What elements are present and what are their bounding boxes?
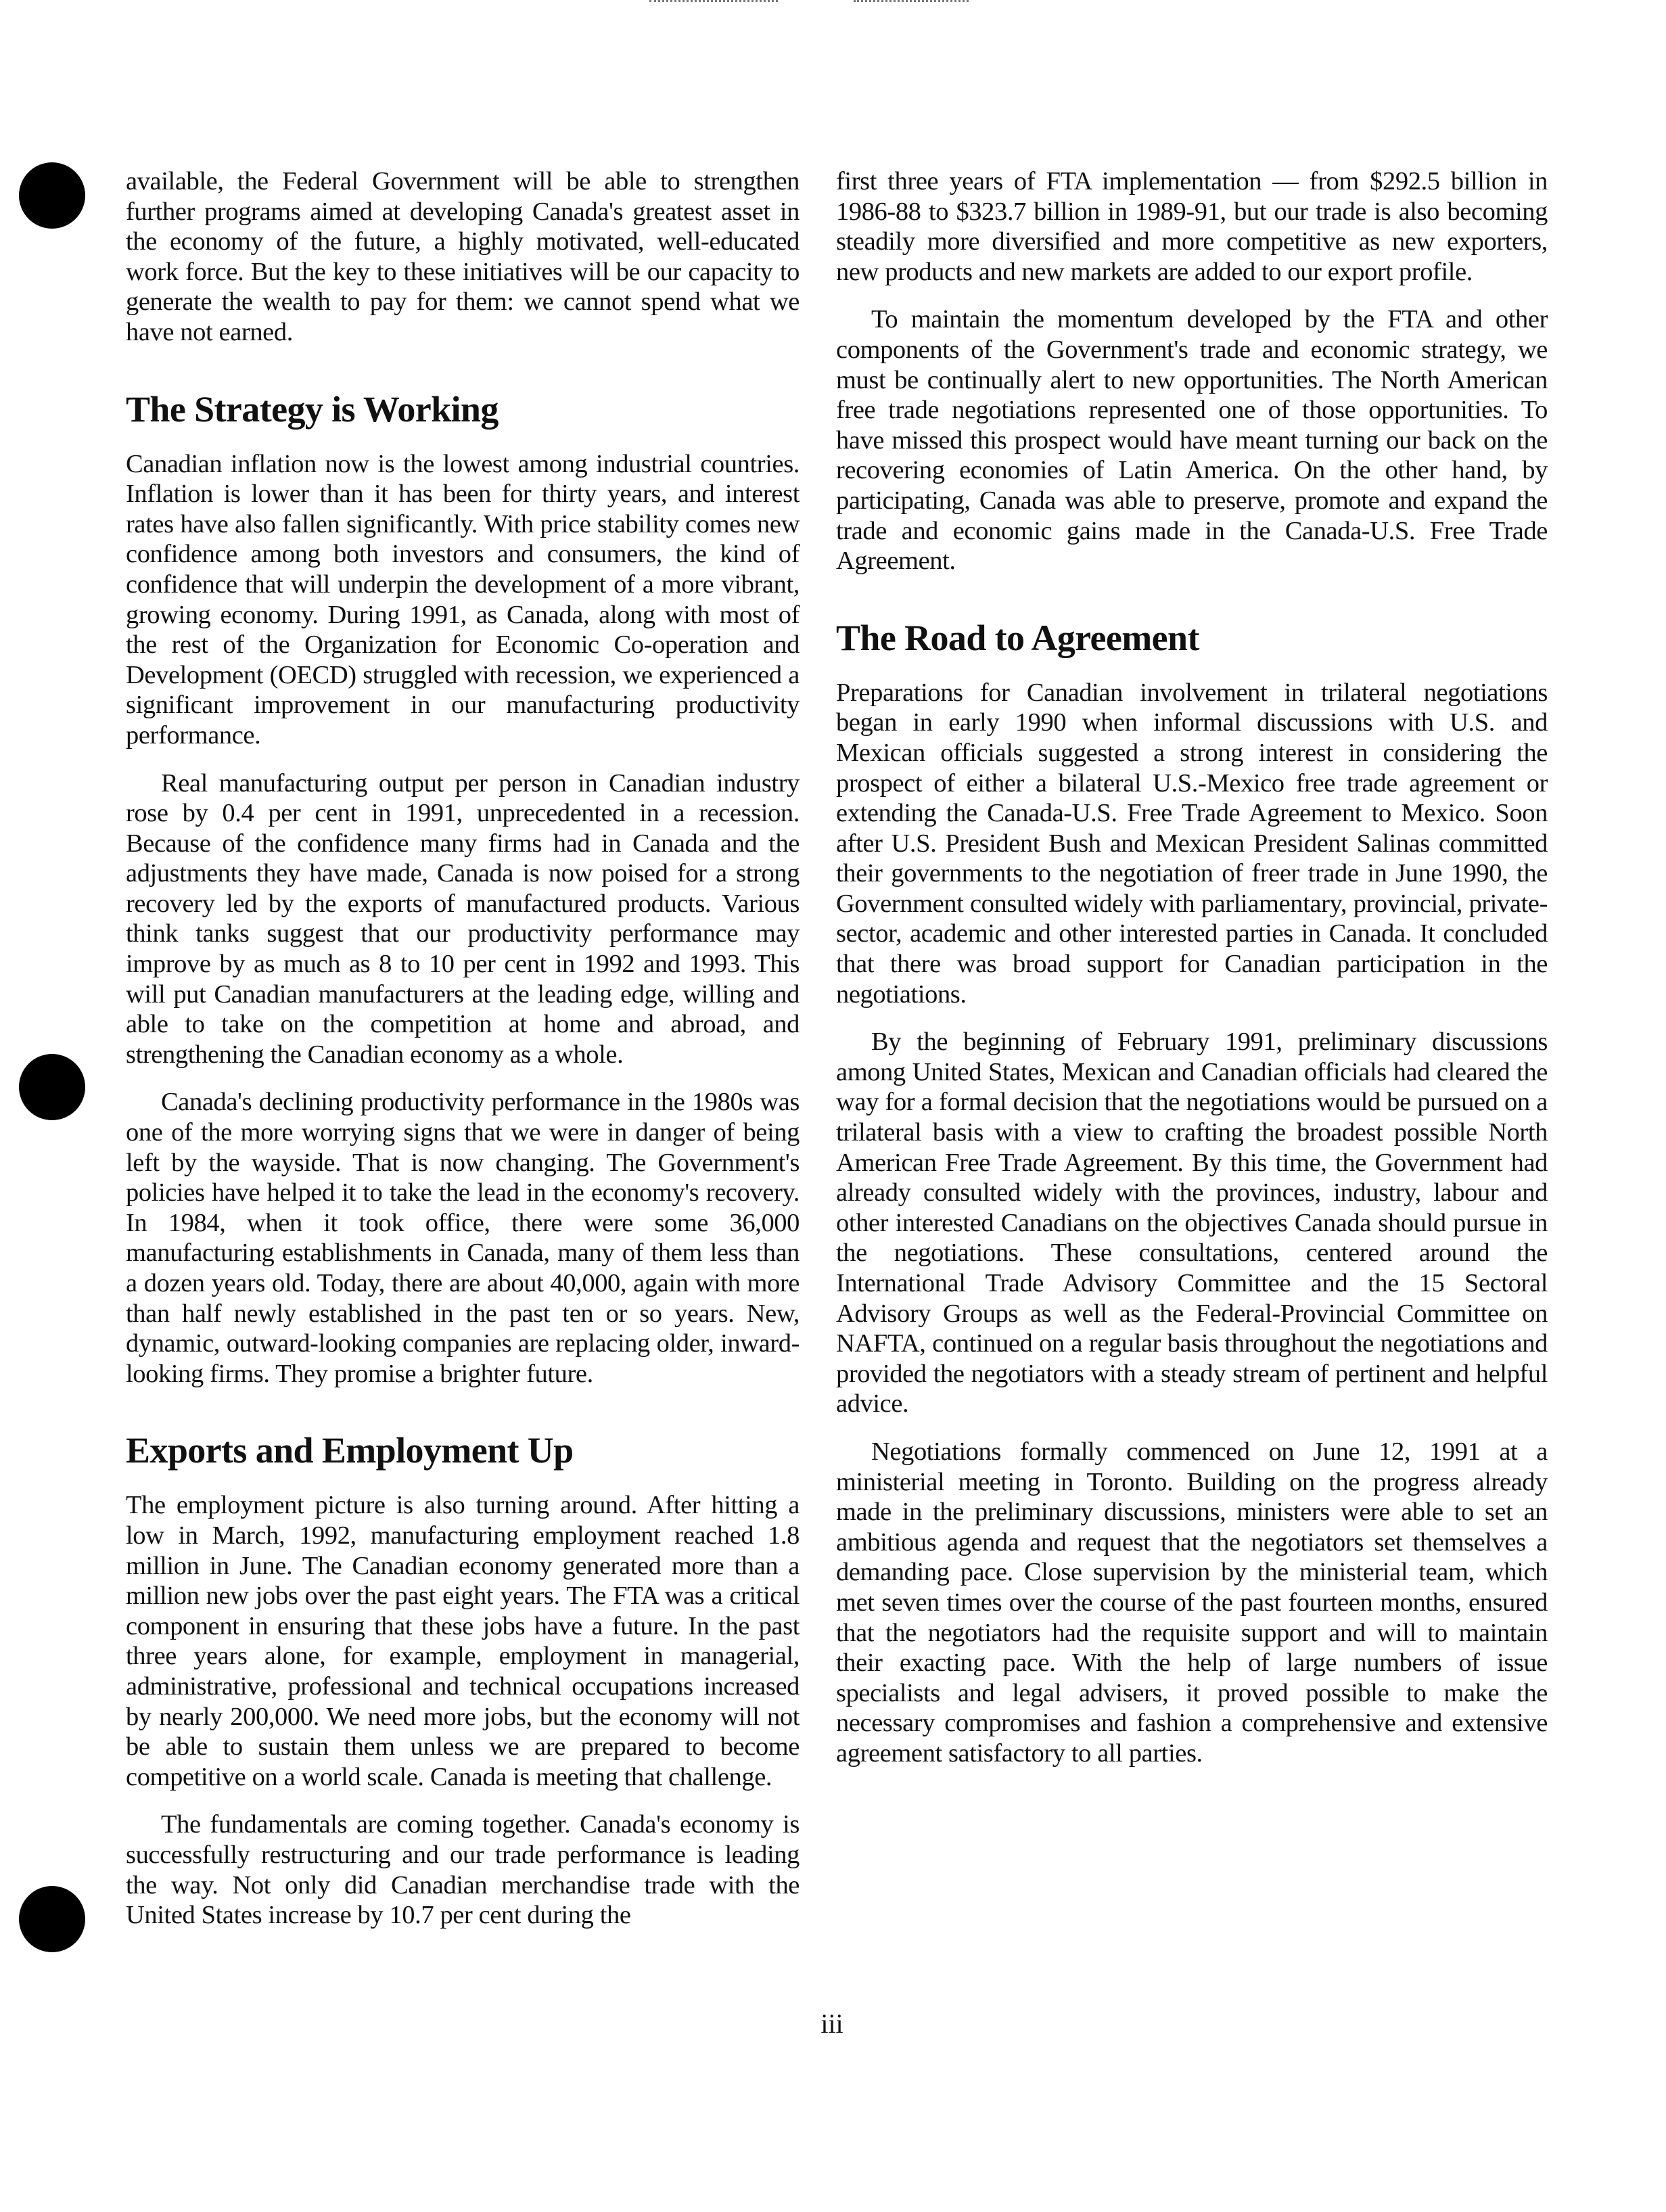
punch-hole-top: [19, 162, 85, 229]
body-paragraph: first three years of FTA implementation — from $292.5 billion in 1986-88 to $323.7 billion in 1989-91, but our trade is also becoming steadily more diversified and more competitive as new exporters, new products and new markets are added to our export profile.: [836, 167, 1548, 286]
left-column: [126, 166, 800, 1948]
section-heading: The Strategy is Working: [126, 388, 499, 430]
punch-hole-bottom: [19, 1886, 85, 1952]
right-column: [836, 166, 1548, 1787]
body-paragraph: To maintain the momentum developed by the FTA and other components of the Government's trade and economic strategy, we must be continually alert to new opportunities. The North American free trade negotiations represented one of those opportunities. To have missed this prospect would have meant turning our back on the recovering economies of Latin America. On the other hand, by participating, Canada was able to preserve, promote and expand the trade and economic gains made in the Canada-U.S. Free Trade Agreement.: [836, 305, 1548, 576]
scan-artifact-top-left: [649, 0, 778, 17]
body-paragraph: Negotiations formally commenced on June 12, 1991 at a ministerial meeting in Toronto. Building on the progress already made in the preliminary discussions, ministers were able to set an ambitious agenda and request that the negotiators set themselves a demanding pace. Close supervision by the ministerial team, which met seven times over the course of the past fourteen months, ensured that the negotiators had the requisite support and will to maintain their exacting pace. With the help of large numbers of issue specialists and legal advisers, it proved possible to make the necessary compromises and fashion a comprehensive and extensive agreement satisfactory to all parties.: [836, 1437, 1548, 1768]
body-paragraph: The fundamentals are coming together. Canada's economy is successfully restructuring and our trade performance is leading the way. Not only did Canadian merchandise trade with the United States increase by 10.7 per cent during the: [126, 1810, 800, 1930]
body-paragraph: Canada's declining productivity performance in the 1980s was one of the more worrying signs that we were in danger of being left by the wayside. That is now changing. The Government's policies have helped it to take the lead in the economy's recovery. In 1984, when it took office, there were some 36,000 manufacturing establishments in Canada, many of them less than a dozen years old. Today, there are about 40,000, again with more than half newly established in the past ten or so years. New, dynamic, outward-looking companies are replacing older, inward-looking firms. They promise a brighter future.: [126, 1088, 800, 1388]
body-paragraph: The employment picture is also turning around. After hitting a low in March, 1992, manufacturing employment reached 1.8 million in June. The Canadian economy generated more than a million new jobs over the past eight years. The FTA was a critical component in ensuring that these jobs have a future. In the past three years alone, for example, employment in managerial, administrative, professional and technical occupations increased by nearly 200,000. We need more jobs, but the economy will not be able to sustain them unless we are prepared to become competitive on a world scale. Canada is meeting that challenge.: [126, 1491, 800, 1791]
section-heading: Exports and Employment Up: [126, 1430, 574, 1471]
body-paragraph: By the beginning of February 1991, preliminary discussions among United States, Mexican and Canadian officials had cleared the way for a formal decision that the negotiations would be pursued on a trilateral basis with a view to crafting the broadest possible North American Free Trade Agreement. By this time, the Government had already consulted widely with the provinces, industry, labour and other interested Canadians on the objectives Canada should pursue in the negotiations. These consultations, centered around the International Trade Advisory Committee and the 15 Sectoral Advisory Groups as well as the Federal-Provincial Committee on NAFTA, continued on a regular basis throughout the negotiations and provided the negotiators with a steady stream of pertinent and helpful advice.: [836, 1028, 1548, 1419]
body-paragraph: Preparations for Canadian involvement in trilateral negotiations began in early 1990 when informal discussions with U.S. and Mexican officials suggested a strong interest in considering the prospect of either a bilateral U.S.-Mexico free trade agreement or extending the Canada-U.S. Free Trade Agreement to Mexico. Soon after U.S. President Bush and Mexican President Salinas committed their governments to the negotiation of freer trade in June 1990, the Government consulted widely with parliamentary, provincial, private-sector, academic and other interested parties in Canada. It concluded that there was broad support for Canadian participation in the negotiations.: [836, 678, 1548, 1009]
body-paragraph: Real manufacturing output per person in Canadian industry rose by 0.4 per cent in 1991, unprecedented in a recession. Because of the confidence many firms had in Canada and the adjustments they have made, Canada is now poised for a strong recovery led by the exports of manufactured products. Various think tanks suggest that our productivity performance may improve by as much as 8 to 10 per cent in 1992 and 1993. This will put Canadian manufacturers at the leading edge, willing and able to take on the competition at home and abroad, and strengthening the Canadian economy as a whole.: [126, 768, 800, 1069]
section-heading: The Road to Agreement: [836, 617, 1199, 658]
body-paragraph: available, the Federal Government will be able to strengthen further programs aimed at developing Canada's greatest asset in the economy of the future, a highly motivated, well-educated work force. But the key to these initiatives will be our capacity to generate the wealth to pay for them: we cannot spend what we have not earned.: [126, 167, 800, 346]
page-number: iii: [820, 2008, 843, 2039]
scan-artifact-top-right: [854, 0, 969, 17]
body-paragraph: Canadian inflation now is the lowest among industrial countries. Inflation is lower than it has been for thirty years, and interest rates have also fallen significantly. With price stability comes new confidence among both investors and consumers, the kind of confidence that will underpin the development of a more vibrant, growing economy. During 1991, as Canada, along with most of the rest of the Organization for Economic Co-operation and Development (OECD) struggled with recession, we experienced a significant improvement in our manufacturing productivity performance.: [126, 449, 800, 750]
punch-hole-middle: [19, 1054, 85, 1120]
